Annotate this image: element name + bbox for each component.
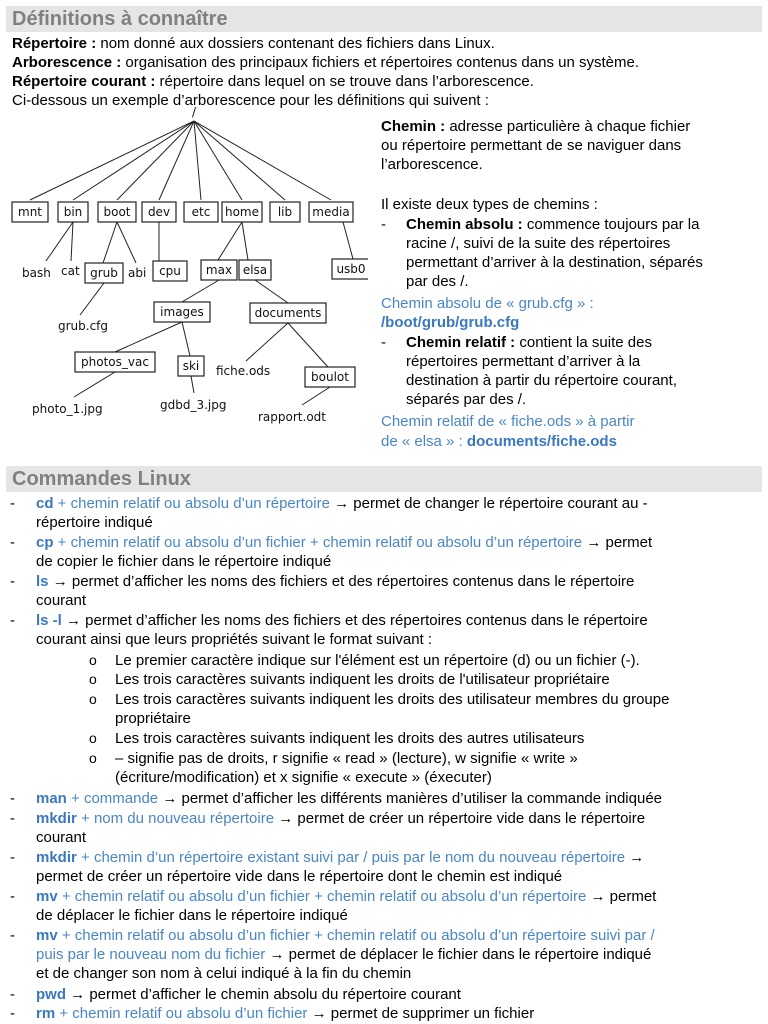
tree-node-photo-1: photo_1.jpg <box>32 402 103 416</box>
section-title-definitions: Définitions à connaître <box>6 6 762 32</box>
tree-node-cpu: cpu <box>159 264 181 278</box>
chemin-absolu-definition: Chemin absolu : commence toujours par la <box>406 216 700 233</box>
tree-node-bash: bash <box>22 266 51 280</box>
tree-node-mnt: mnt <box>18 205 42 219</box>
command-cd-desc: répertoire indiqué <box>36 514 153 531</box>
command-cp-desc: de copier le fichier dans le répertoire indiqué <box>36 553 332 570</box>
chemin-relatif-line2: répertoires permettant d’arriver à la <box>406 353 641 370</box>
command-mv-2: mv + chemin relatif ou absolu d’un fichier + chemin relatif ou absolu d’un répertoire suivi par / <box>36 927 655 944</box>
command-pwd: pwd → permet d’afficher le chemin absolu du répertoire courant <box>36 986 461 1003</box>
bullet-mark: o <box>89 691 97 707</box>
command-mv-2-line2: puis par le nouveau nom du fichier → permet de déplacer le fichier dans le répertoire indiqué <box>36 946 652 963</box>
tree-node-elsa: elsa <box>242 263 268 277</box>
definition-repertoire: Répertoire : nom donné aux dossiers contenant des fichiers dans Linux. <box>12 35 495 52</box>
list-dash: - <box>10 888 15 905</box>
chemin-absolu-line3: permettant d’arriver à la destination, séparés <box>406 254 703 271</box>
list-dash: - <box>10 790 15 807</box>
ls-l-bullet-4: Les trois caractères suivants indiquent les droits des autres utilisateurs <box>115 730 585 747</box>
command-mv-1-desc: de déplacer le fichier dans le répertoire indiqué <box>36 907 348 924</box>
command-mkdir-2: mkdir + chemin d’un répertoire existant suivi par / puis par le nom du nouveau répertoire → <box>36 849 645 866</box>
tree-node-media: media <box>312 205 350 219</box>
tree-node-bin: bin <box>63 205 83 219</box>
ls-l-bullet-3-cont: propriétaire <box>115 710 191 727</box>
command-rm: rm + chemin relatif ou absolu d’un fichier → permet de supprimer un fichier <box>36 1005 535 1022</box>
chemin-absolu-example-label: Chemin absolu de « grub.cfg » : <box>381 295 594 312</box>
chemin-types-intro: Il existe deux types de chemins : <box>381 196 598 213</box>
tree-node-usb0: usb0 <box>336 262 366 276</box>
command-mkdir-2-desc: permet de créer un répertoire vide dans le répertoire dont le chemin est indiqué <box>36 868 563 885</box>
bullet-mark: o <box>89 671 97 687</box>
chemin-absolu-line4: par des /. <box>406 273 469 290</box>
ls-l-bullet-5-cont: (écriture/modification) et x signifie « execute » (éxecuter) <box>115 769 492 786</box>
ls-l-bullet-2: Les trois caractères suivants indiquent les droits de l'utilisateur propriétaire <box>115 671 610 688</box>
tree-node-fiche-ods: fiche.ods <box>216 364 271 378</box>
tree-node-boulot: boulot <box>311 370 349 384</box>
bullet-mark: o <box>89 750 97 766</box>
list-dash: - <box>10 927 15 944</box>
tree-node-etc: etc <box>191 205 211 219</box>
definition-arborescence: Arborescence : organisation des principaux fichiers et répertoires contenus dans un système. <box>12 54 639 71</box>
directory-tree-diagram <box>8 103 368 428</box>
list-dash: - <box>10 810 15 827</box>
command-cd: cd + chemin relatif ou absolu d’un répertoire → permet de changer le répertoire courant au - <box>36 495 648 512</box>
command-mkdir-1: mkdir + nom du nouveau répertoire → permet de créer un répertoire vide dans le répertoire <box>36 810 646 827</box>
chemin-absolu-example-value: /boot/grub/grub.cfg <box>381 314 520 331</box>
command-mv-2-desc: et de changer son nom à celui indiqué à la fin du chemin <box>36 965 412 982</box>
chemin-relatif-definition: Chemin relatif : contient la suite des <box>406 334 652 351</box>
list-dash: - <box>10 573 15 590</box>
definition-repertoire-courant: Répertoire courant : répertoire dans lequel on se trouve dans l’arborescence. <box>12 73 534 90</box>
tree-node-images: images <box>160 305 204 319</box>
bullet-mark: o <box>89 652 97 668</box>
chemin-relatif-line4: séparés par des /. <box>406 391 527 408</box>
tree-node-documents: documents <box>254 306 322 320</box>
command-man: man + commande → permet d’afficher les différents manières d’utiliser la commande indiquée <box>36 790 663 807</box>
command-ls-desc: courant <box>36 592 87 609</box>
list-dash: - <box>381 334 386 351</box>
chemin-relatif-line3: destination à partir du répertoire courant, <box>406 372 677 389</box>
chemin-definition-line3: l’arborescence. <box>381 156 483 173</box>
list-dash: - <box>10 612 15 629</box>
ls-l-bullet-3: Les trois caractères suivants indiquent les droits des utilisateur membres du groupe <box>115 691 670 708</box>
command-ls: ls → permet d’afficher les noms des fichiers et des répertoires contenus dans le répertoire <box>36 573 635 590</box>
chemin-definition: Chemin : adresse particulière à chaque fichier <box>381 118 691 135</box>
chemin-relatif-example-label: Chemin relatif de « fiche.ods » à partir <box>381 413 635 430</box>
tree-intro: Ci-dessous un exemple d’arborescence pour les définitions qui suivent : <box>12 92 489 109</box>
list-dash: - <box>10 1005 15 1022</box>
command-mv-1: mv + chemin relatif ou absolu d’un fichier + chemin relatif ou absolu d’un répertoire → permet <box>36 888 657 905</box>
tree-node-boot: boot <box>103 205 131 219</box>
list-dash: - <box>381 216 386 233</box>
tree-node-grub: grub <box>90 266 118 280</box>
command-cp: cp + chemin relatif ou absolu d’un fichier + chemin relatif ou absolu d’un répertoire → permet <box>36 534 653 551</box>
list-dash: - <box>10 495 15 512</box>
list-dash: - <box>10 849 15 866</box>
tree-node-ski: ski <box>182 359 200 373</box>
tree-node-grub-cfg: grub.cfg <box>58 319 109 333</box>
ls-l-bullet-5: – signifie pas de droits, r signifie « read » (lecture), w signifie « write » <box>115 750 578 767</box>
tree-root: / <box>192 105 197 119</box>
chemin-absolu-line2: racine /, suivi de la suite des répertoires <box>406 235 671 252</box>
tree-node-lib: lib <box>277 205 293 219</box>
tree-node-abi: abi <box>128 266 147 280</box>
command-mkdir-1-desc: courant <box>36 829 87 846</box>
section-title-commandes: Commandes Linux <box>6 466 762 492</box>
bullet-mark: o <box>89 730 97 746</box>
tree-node-rapport: rapport.odt <box>258 410 326 424</box>
list-dash: - <box>10 986 15 1003</box>
chemin-relatif-example: de « elsa » : documents/fiche.ods <box>381 433 617 450</box>
tree-node-dev: dev <box>147 205 171 219</box>
command-ls-l: ls -l → permet d’afficher les noms des fichiers et des répertoires contenus dans le répertoire <box>36 612 648 629</box>
ls-l-bullet-1: Le premier caractère indique sur l'élément est un répertoire (d) ou un fichier (-). <box>115 652 640 669</box>
list-dash: - <box>10 534 15 551</box>
chemin-definition-line2: ou répertoire permettant de se naviguer dans <box>381 137 682 154</box>
tree-node-cat: cat <box>61 264 80 278</box>
tree-node-photos-vac: photos_vac <box>81 355 149 369</box>
tree-node-home: home <box>224 205 260 219</box>
tree-node-max: max <box>205 263 233 277</box>
tree-node-gdbd-3: gdbd_3.jpg <box>160 398 227 412</box>
command-ls-l-desc: courant ainsi que leurs propriétés suivant le format suivant : <box>36 631 433 648</box>
